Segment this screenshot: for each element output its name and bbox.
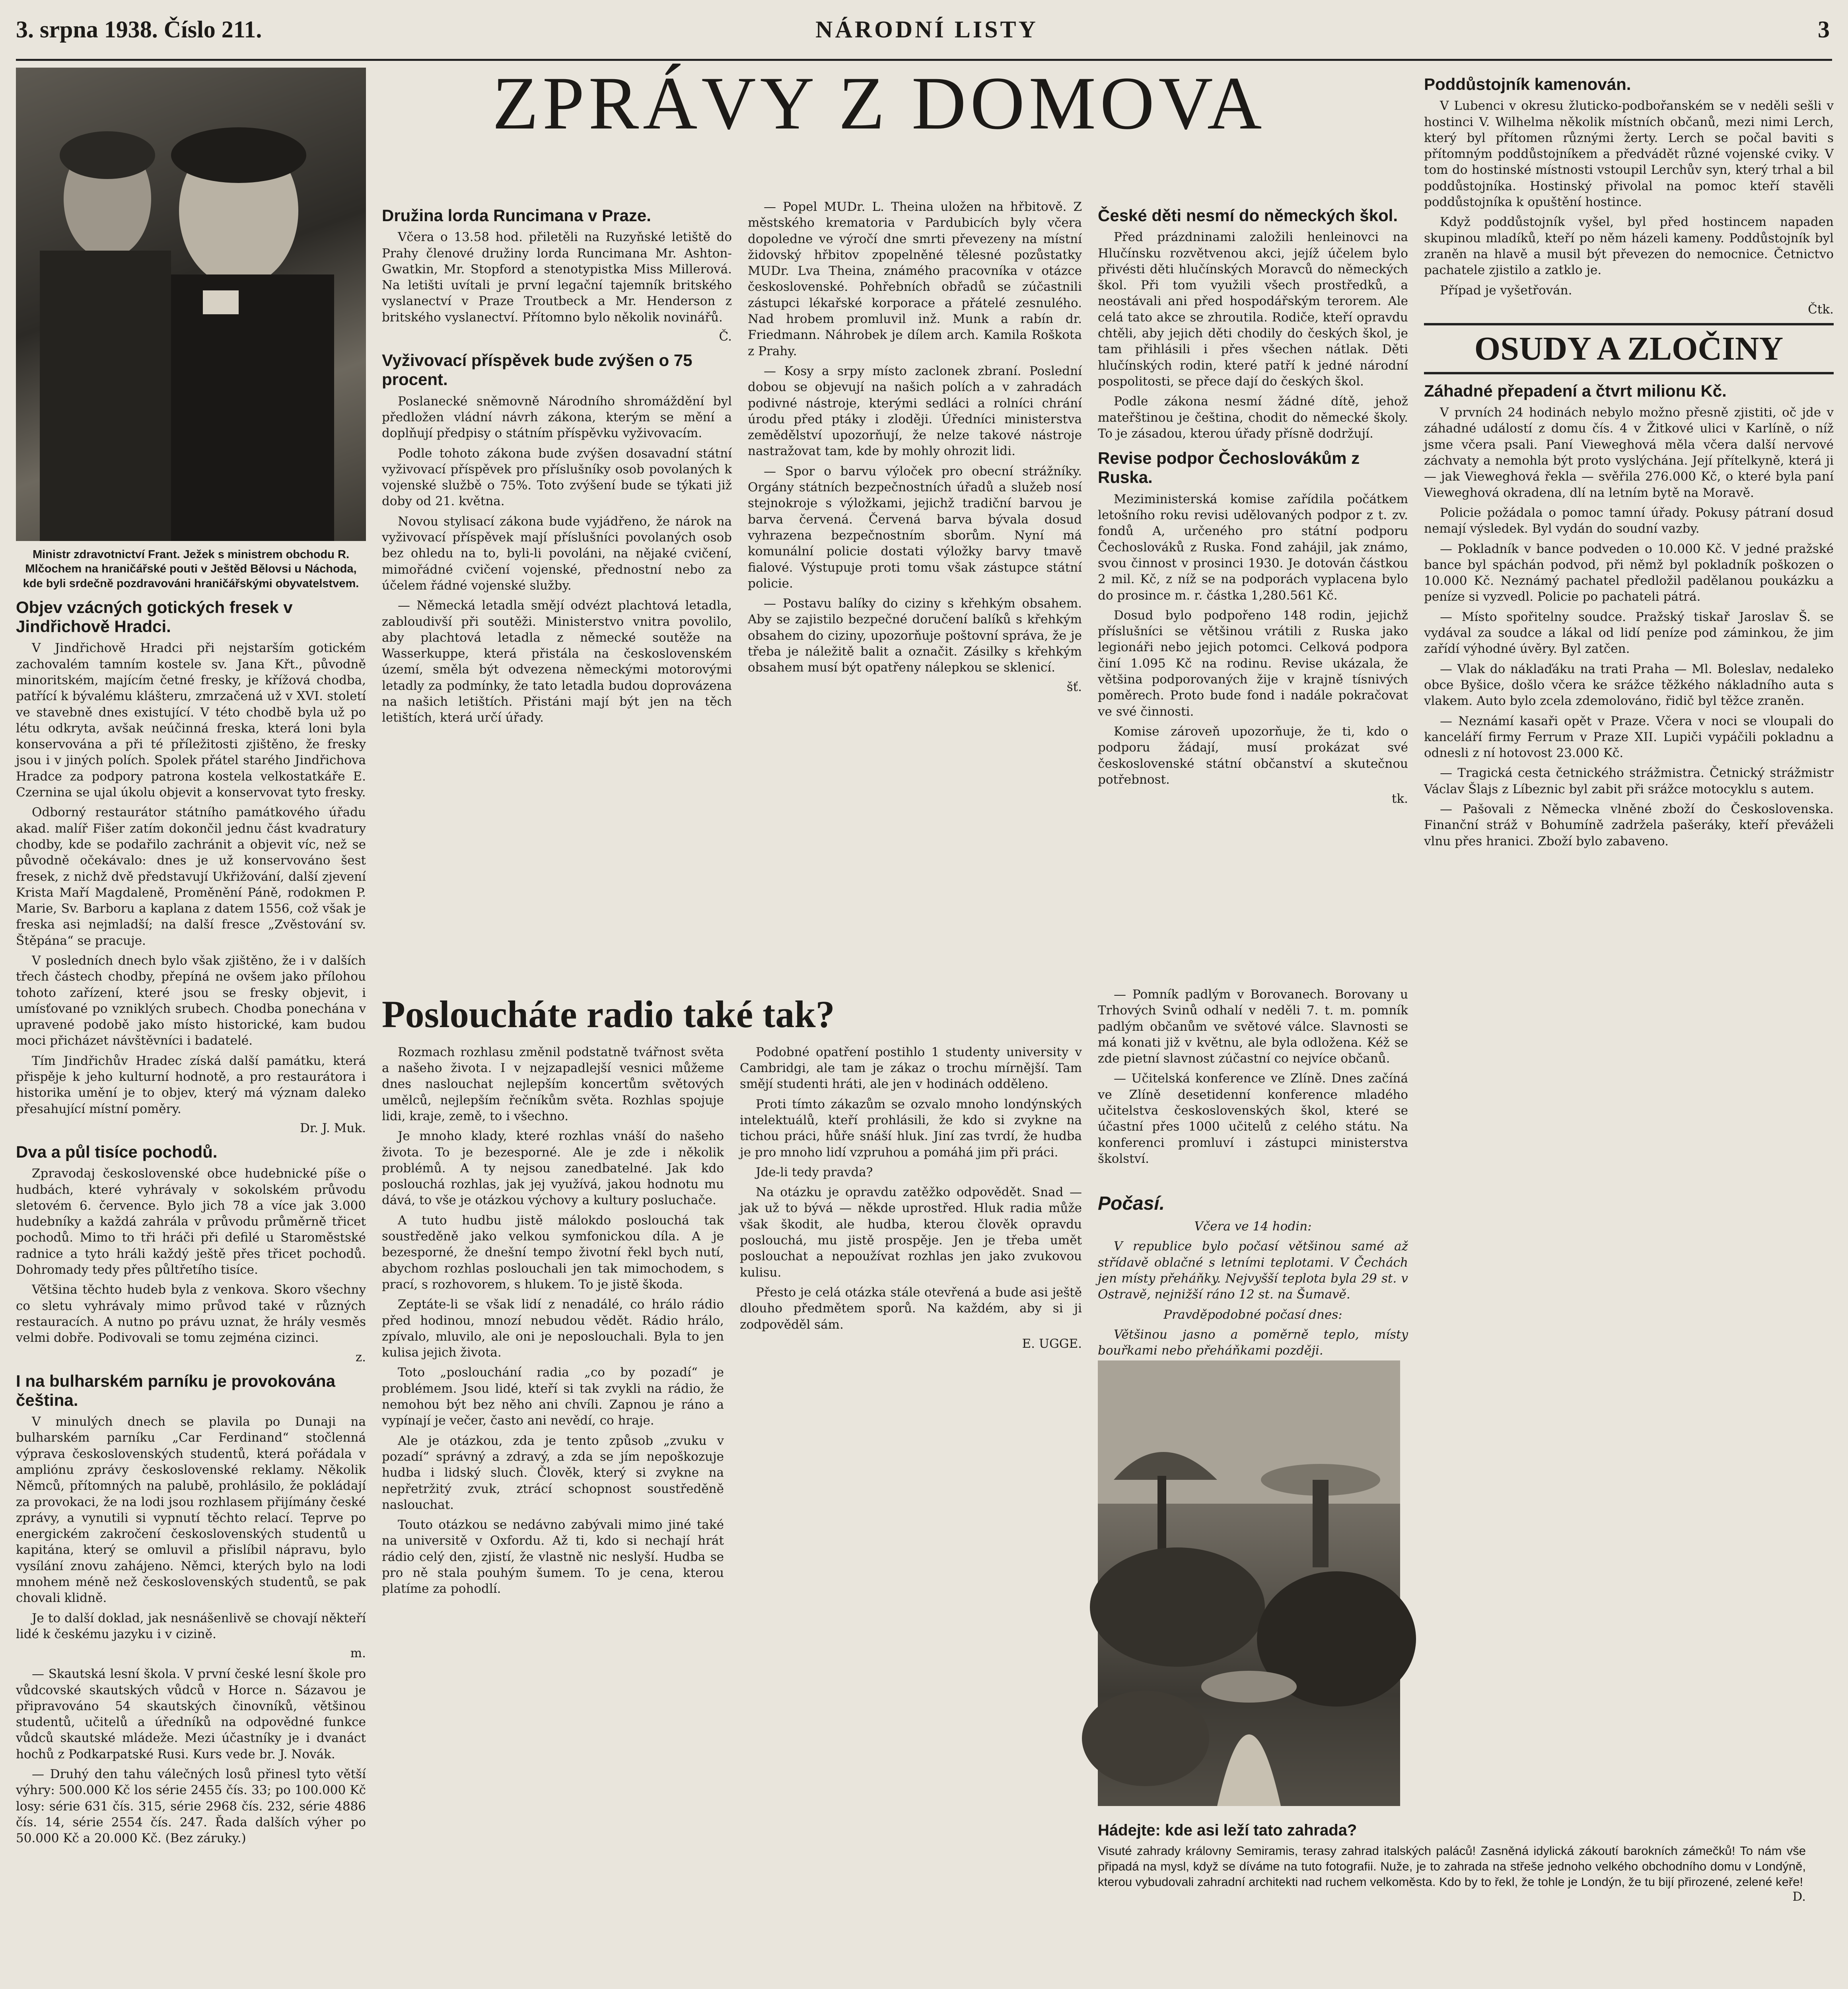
article-paragraph: Je to další doklad, jak nesnášenlivě se chovají někteří lidé k českému jazyku i v cizině. [16, 1611, 366, 1641]
headline-runciman: Družina lorda Runcimana v Praze. [382, 206, 651, 225]
news-item: — Tragická cesta četnického strážmistra. Četnický strážmistr Václav Šlajs z Líbeznic byl zabit při srážce motocyklu s autem. [1424, 766, 1834, 796]
article-signature: šť. [1066, 679, 1082, 694]
article-signature: E. UGGE. [1022, 1336, 1082, 1351]
news-item: — Spor o barvu výloček pro obecní strážníky. Orgány státních bezpečnostních úřadů a služeb nosí stejnokroje s výložkami, jejichž tradiční barvou je barva červená. Červená barva bývala dosud vyhrazena bezpečnostním sborům. Nyní má komunální policie dostati výložky barvy tmavě fialové. Výstupuje proti tomu však zástupce státní policie. [748, 464, 1082, 591]
garden-illustration [1098, 1360, 1400, 1806]
news-item: — Kosy a srpy místo zaclonek zbraní. Poslední dobou se objevují na našich polích a v zahradách podivné nástroje, kterými sedláci a rolníci chrání úrodu před ptáky i zloději. Úředníci ministerstva zemědělství upozorňují, že nelze takové nástroje nastražovat tam, kde by mohly ohrozit lidi. [748, 364, 1082, 459]
article-paragraph: Zpravodaj československé obce hudebnické píše o hudbách, které vyhrávaly v sokolském průvodu sletovém 6. července. Bylo jich 78 a více jak 3.000 hudebníky a každá zahrála v průvodu průměrně třicet pochodů. Mimo to tři hráči při defilé u Staroměstské radnice a tyto hráli každý ještě přes třicet pochodů. Dohromady tedy přes půltřetího tisíce. [16, 1166, 366, 1277]
article-paragraph: Je mnoho klady, které rozhlas vnáší do našeho života. To je bezesporné. Ale je zde i několik problémů. A ty nejsou zanedbatelné. Jak kdo poslouchá rozhlas, jak jej využívá, jakou hodnotu mu dává, to vše je otázkou výchovy a kultury posluchače. [382, 1129, 724, 1208]
article-paragraph: V Jindřichově Hradci při nejstarším gotickém zachovalém tamním kostele sv. Jana Křt., původně minoritském, majícím četné fresky, je křížová chodba, patřící k bývalému klášteru, zmrzačená už v XVI. století ve stavebně dnes existující. V této chodbě byla už po létu odkryta, avšak neúčinná freska, která loni byla konservována a při té příležitosti zjištěno, že fresky jsou i v jiných polích. Spolek přátel starého Jindřichova Hradce za podpory patrona kostela velkostatkáře E. Czernina se ujal úkolu objevit a konservovat tyto fresky. [16, 641, 366, 800]
article-paragraph: Většina těchto hudeb byla z venkova. Skoro všechny co sletu vyhrávaly mimo průvod také v různých restauracích. A nutno po právu uznat, že hrály vesměs velmi dobře. Podivovali se tomu zejména cizinci. [16, 1283, 366, 1345]
masthead: NÁRODNÍ LISTY [815, 16, 1038, 43]
headline-marches: Dva a půl tisíce pochodů. [16, 1142, 218, 1161]
article-paragraph: Podle zákona nesmí žádné dítě, jehož mateřštinou je čeština, chodit do německé školy. To je zásadou, kterou úřady přísně dodržují. [1098, 394, 1408, 441]
article-paragraph: Proti tímto zákazům se ozvalo mnoho londýnských intelektuálů, kteří prohlásili, že kdo si zvykne na tichou práci, hůře snáší hluk. Jiní zas tvrdí, že hudba je pro mnoho lidí vzpruhou a pomáhá jim při práci. [740, 1097, 1082, 1160]
article-signature: Čtk. [1808, 302, 1834, 317]
ministers-photo [16, 68, 366, 541]
headline-bulgarian-ship: I na bulharském parníku je provokována čeština. [16, 1371, 335, 1409]
weather-box [1098, 1185, 1408, 1360]
garden-photo [1098, 1360, 1400, 1806]
article-paragraph: Přesto je celá otázka stále otevřená a bude asi ještě dlouho předmětem sporů. Na každém, aby si ji zodpověděl sám. [740, 1285, 1082, 1332]
headline-nco-stoned: Poddůstojník kamenován. [1424, 75, 1631, 93]
article-signature: z. [355, 1350, 366, 1364]
weather-paragraph: Většinou jasno a poměrně teplo, místy bouřkami nebo přeháňkami později. [1098, 1327, 1408, 1358]
article-paragraph: A tuto hudbu jistě málokdo poslouchá tak soustředěně jako velkou symfonickou díla. A je bezesporné, že dnešní tempo životní řekl bych nutí, abychom rozhlas poslouchali jen tak mimochodem, s prací, s rozhovorem, s hlukem. To je jistě škoda. [382, 1213, 724, 1292]
article-paragraph: V posledních dnech bylo však zjištěno, že i v dalších třech částech chodby, přepíná ne ovšem jako přílohou tohoto zařízení, které jsou se fresky objevit, i umísťované po vzniklých srubech. Chodba ponechána v upravené podobě jako místo historické, kam budou moci přicházet návštěvníci i badatelé. [16, 953, 366, 1048]
garden-caption: Visuté zahrady královny Semiramis, terasy zahrad italských paláců! Zasněná idylická zákoutí barokních zámečků! To nám vše připadá na mysl, když se díváme na tuto fotografii. Nuže, je to zahrada na střeše jednoho velkého obchodního domu v Londýně, kterou vybudovali zahradní architekti nad ruchem velkoměsta. Kdo by to řekl, že tohle je Londýn, že tu bijí přirozené, zelené keře! [1098, 1844, 1806, 1889]
article-paragraph: Tím Jindřichův Hradec získá další památku, která přispěje k jeho kulturní hodnotě, a pro restaurátora i historika umění je to objev, který má význam daleko přesahující místní poměry. [16, 1053, 366, 1116]
headline-garden: Hádejte: kde asi leží tato zahrada? [1098, 1822, 1357, 1839]
headline-mysterious-robbery: Záhadné přepadení a čtvrt milionu Kč. [1424, 381, 1727, 400]
article-paragraph: Touto otázkou se nedávno zabývali mimo jiné také na universitě v Oxfordu. Až ti, kdo si nechají hrát rádio celý den, zjistí, že vlastně nic neslyší. Hudba se pro ně stala pouhým šumem. To je cena, kterou platíme za pohodlí. [382, 1518, 724, 1596]
column-5 [1424, 68, 1834, 1810]
headline-weather: Počasí. [1098, 1193, 1165, 1214]
weather-paragraph: V republice bylo počasí většinou samé až střídavě oblačné s letními teplotami. V Čechách jen místy přeháňky. Nejvyšší teplota byla 29 st. v Ostravě, nejnižší ráno 12 st. na Šumavě. [1098, 1239, 1408, 1302]
article-paragraph: Rozmach rozhlasu změnil podstatně tvářnost světa a našeho života. I v nejzapadlejší vesnici můžeme dnes naslouchat nejlepším koncertům světových umělců, nejlepším řečníkům světa. Rozhlas spojuje lidi, kraje, země, to i všechno. [382, 1045, 724, 1123]
article-signature: m. [350, 1646, 366, 1661]
news-item: — Pokladník v bance podveden o 10.000 Kč. V jedné pražské bance byl spáchán podvod, při němž byl pokladník poškozen o 10.000 Kč. Neznámý pachatel předložil padělanou poukázku a peníze si vyzvedl. Policie po pachateli pátrá. [1424, 541, 1834, 604]
weather-time: Včera ve 14 hodin: [1194, 1219, 1312, 1234]
article-paragraph: Komise zároveň upozorňuje, že ti, kdo o podporu žádají, musí prokázat své československé státní občanství a skutečnou potřebnost. [1098, 724, 1408, 787]
article-paragraph: V Lubenci v okresu žluticko-podbořanském se v neděli sešli v hostinci V. Wilhelma několik místních občanů, mezi nimi Lerch, který byl přítomen různými žerty. Lerch se počal baviti s přítomným poddůstojníkem a předvádět různé vojenské cviky. V tom do hostinské místnosti vstoupil Lerchův syn, který trhal a bil poddůstojníka. Hostinský přivolal na pomoc kteří stavěli poddůstojníka k opuštění hostince. [1424, 99, 1834, 210]
header-rule [16, 59, 1832, 61]
news-item: — Skautská lesní škola. V první české lesní škole pro vůdcovské skautských vůdců v Horce n. Sázavou je připravováno 54 skautských činovníků, většinou studentů, učitelů a úředníků na odpovědné funkce vůdců skautské mládeže. Mezi účastníky je i dvanáct hochů z Podkarpatské Rusi. Kurs vede br. J. Novák. [16, 1667, 366, 1761]
news-item: — Neznámí kasaři opět v Praze. Včera v noci se vloupali do kanceláří firmy Ferrum v Praze XII. Lupiči vypáčili pokladnu a odnesli z ní hotovost 23.000 Kč. [1424, 714, 1834, 761]
news-item: — Pomník padlým v Borovanech. Borovany u Trhových Svinů odhalí v neděli 7. t. m. pomník padlým občanům ve světové válce. Slavnosti se má konati již v květnu, ale byla odložena. Kéž se zde pietní slavnost zúčastní co nejvíce občanů. [1098, 987, 1408, 1066]
article-paragraph: V minulých dnech se plavila po Dunaji na bulharském parníku „Car Ferdinand“ stočlenná výprava československých studentů, která pořádala v ampliónu zprávy československé reklamy. Několik Němců, přítomných na palubě, prohlásilo, že pokládají za provokaci, že na lodi jsou rozhlasem přijímány české zprávy, a vynutili si vypnutí těchto relací. Teprve po energickém zakročení československých studentů u kapitána, který se omluvil a přislíbil nápravu, bylo vysílání znovu zahájeno. Němci, kterých bylo na lodi mnohem méně než československých studentů, se pak chovali klidně. [16, 1415, 366, 1606]
article-paragraph: Zeptáte-li se však lidí z nenadálé, co hrálo rádio před hodinou, mnozí nebudou vědět. Rádio hrálo, zpívalo, mluvilo, ale oni je neposlouchali. Byla to jen kulisa jejich života. [382, 1297, 724, 1360]
article-paragraph: Odborný restaurátor státního památkového úřadu akad. malíř Fišer zatím dokončil jednu část kvadratury chodby, kde se podařilo zachránit a objevit víc, než se původně očekávalo: dnes je už konservováno šest fresek, z nichž dvě představují Ukřižování, další zjevení Krista Maří Magdaleně, Proměnění Páně, rodokmen P. Marie, Sv. Barboru a kaplana z datem 1556, což však je freska asi nejmladší; na další fresce „Zvěstování sv. Štěpána“ se pracuje. [16, 805, 366, 948]
column-3 [748, 199, 1082, 987]
headline-radio: Posloucháte radio také tak? [382, 993, 835, 1035]
section-title: ZPRÁVY Z DOMOVA [492, 62, 1266, 145]
article-paragraph: Toto „poslouchání radia „co by pozadí“ je problémem. Jsou lidé, kteří si tak zvykli na rádio, že nemohou být bez něho ani chvíli. Zapnou je ráno a vypínají je večer, často ani nevědí, co hraje. [382, 1365, 724, 1428]
radio-article [382, 987, 1082, 1989]
weather-forecast-label: Pravděpodobné počasí dnes: [1163, 1307, 1342, 1322]
article-paragraph: Dosud bylo podpořeno 148 rodin, jejichž příslušníci se většinou vrátili z Ruska jako legionáři nebo jejich potomci. Celková podpora činí 1.095 Kč na rodinu. Revise ukázala, že většina podporovaných žije v krajně tísnivých poměrech. Proto bude fond i nadále pokračovat ve své činnosti. [1098, 608, 1408, 719]
article-paragraph: Včera o 13.58 hod. přiletěli na Ruzyňské letiště do Prahy členové družiny lorda Runcimana Mr. Ashton-Gwatkin, Mr. Stopford a stenotypistka Miss Millerová. Na letišti uvítali je první legační tajemník britského vyslanectví v Praze Troutbeck a Mr. Henderson z britského vyslanectví. Přítomno bylo několik novinářů. [382, 230, 732, 325]
news-item: — Druhý den tahu válečných losů přinesl tyto větší výhry: 500.000 Kč los série 2455 čís. 33; po 100.000 Kč losy: série 631 čís. 315, série 2968 čís. 232, série 4886 čís. 14, série 2554 čís. 247. Řada dalších výher po 50.000 Kč a 20.000 Kč. (Bez záruky.) [16, 1767, 366, 1846]
article-paragraph: Policie požádala o pomoc tamní úřady. Pokusy pátraní dosud nemají výsledek. Byl vydán do soudní vazby. [1424, 505, 1834, 536]
article-paragraph: Novou stylisací zákona bude vyjádřeno, že nárok na vyživovací příspěvek mají příslušníci povolaných osob bez ohledu na to, byli-li povoláni, na nějaké cvičení, mimořádné cvičení vojenské, přednostní nebo za účelem řádné vojenské služby. [382, 514, 732, 593]
news-item: — Místo spořitelny soudce. Pražský tiskař Jaroslav Š. se vydával za soudce a lákal od lidí peníze pod záminkou, že jim zařídí výhodné úvěry. Byl zatčen. [1424, 609, 1834, 656]
article-paragraph: Na otázku je opravdu zatěžko odpovědět. Snad — jak už to bývá — někde uprostřed. Hluk radia může však škodit, ale hudba, kterou člověk opravdu poslouchá, mu jistě prospěje. Jen je třeba umět poslouchat a nepoužívat rozhlas jen jako zvukovou kulisu. [740, 1185, 1082, 1280]
crime-section-title: OSUDY A ZLOČINY [1424, 323, 1834, 374]
news-item: — Vlak do náklaďáku na trati Praha — Ml. Boleslav, nedaleko obce Byšice, došlo včera ke srážce těžkého nákladního auta s vlakem. Auto bylo zcela zdemolováno, řidič byl těžce zraněn. [1424, 662, 1834, 708]
column-1 [16, 68, 366, 1989]
article-paragraph: Jde-li tedy pravda? [756, 1165, 873, 1179]
headline-gothic-frescoes: Objev vzácných gotických fresek v Jindřichově Hradci. [16, 597, 293, 636]
caption-signature: D. [1792, 1890, 1806, 1904]
article-signature: tk. [1391, 792, 1408, 806]
news-item: — Německá letadla smějí odvézt plachtová letadla, zabloudivší při soutěži. Ministerstvo vnitra povolilo, aby plachtová letadla z německé soutěže na Wasserkuppe, která přistála na československém území, směla být odvezena německými motorovými letadly za podmínky, že tato letadla budou doprovázena na našich letištích. Přistáni mají být jen na těch letištích, která určí úřady. [382, 598, 732, 725]
headline-revision-support: Revise podpor Čechoslovákům z Ruska. [1098, 449, 1360, 487]
article-paragraph: Ale je otázkou, zda je tento způsob „zvuku v pozadí“ správný a zdravý, a zda se jím nepoškozuje hudba i lidský sluch. Člověk, který si zvykne na nepřetržitý zvuk, ztrácí schopnost soustředěně naslouchat. [382, 1433, 724, 1512]
article-paragraph: Podle tohoto zákona bude zvýšen dosavadní státní vyživovací příspěvek pro příslušníky osob povolaných k vojenské službě o 75%. Toto zvýšení bude se týkati již doby od 21. května. [382, 446, 732, 509]
page-number: 3 [1818, 16, 1830, 43]
article-paragraph: Když poddůstojník vyšel, byl před hostincem napaden skupinou mladíků, kteří po něm házeli kameny. Poddůstojník byl zraněn na hlavě a musil být převezen do nemocnice. Četnictvo pachatele zjistilo a zatklo je. [1424, 215, 1834, 278]
news-item: — Pašovali z Německa vlněné zboží do Československa. Finanční stráž v Bohumíně zadržela pašeráky, kteří převáželi vlnu přes hranici. Zboží bylo zabaveno. [1424, 802, 1834, 849]
article-paragraph: Podobné opatření postihlo 1 studenty university v Cambridgi, ale tam je zákaz o trochu mírnější. Tam smějí studenti hráti, ale jen v hodinách odděleno. [740, 1045, 1082, 1092]
article-signature: Č. [719, 329, 732, 344]
article-paragraph: Poslanecké sněmovně Národního shromáždění byl předložen vládní návrh zákona, kterým se mění a doplňují předpisy o státním příspěvku vyživovacím. [382, 394, 732, 441]
article-paragraph: V prvních 24 hodinách nebylo možno přesně zjistiti, oč jde v záhadné událostí z domu čís. 4 v Žitkové ulici v Karlíně, o níž jsme včera psali. Paní Vieweghová měla včera další nervové záchvaty a nemohla být proto vyslýchána. Její přítelkyně, která ji — jak Vieweghová řekla — svěřila 276.000 Kč, o které byla paní Vieweghová okradena, dlí na letním bytě na Moravě. [1424, 405, 1834, 500]
issue-date: 3. srpna 1938. Číslo 211. [16, 16, 262, 43]
news-item: — Popel MUDr. L. Theina uložen na hřbitově. Z městského krematoria v Pardubicích byly včera dopoledne ve výročí dne smrti převezeny na místní židovský hřbitov zpopelněné tělesné pozůstatky MUDr. Lva Theina, známého pracovníka v otázce československé. Pohřebních obřadů se zúčastnili zástupci lékařské korporace a přátelé zesnulého. Nad hrobem promluvil inž. Munk a rabín dr. Friedmann. Náhrobek je dílem arch. Kamila Roškota z Prahy. [748, 200, 1082, 358]
ministers-photo-caption: Ministr zdravotnictví Frant. Ježek s ministrem obchodu R. Mlčochem na hraničářské pouti v Ještěd Bělovsi u Náchoda, kde byli srdečně pozdravováni hraničářskými obyvatelstvem. [23, 548, 359, 590]
news-item: — Učitelská konference ve Zlíně. Dnes začíná ve Zlíně desetidenní konference mladého učitelstva československých škol, které se účastní přes 1000 učitelů z celého státu. Na konferenci promluví i zástupci ministerstva školství. [1098, 1071, 1408, 1166]
article-paragraph: Před prázdninami založili henleinovci na Hlučínsku rozvětvenou akci, jejíž účelem bylo přivésti děti hlučínských Moravců do německých škol. Při tom využili všech prostředků, a neostávali ani před hospodářským terorem. Ale celá tato akce se zhroutila. Rodiče, kteří opravdu chtěli, aby jejich děti chodily do českých škol, je tam přihlásili i přes všechen nátlak. Děti hlučínských rodin, které patří k jedné národní pospolitosti, se přece dají do českých škol. [1098, 230, 1408, 389]
column-4-lower [1098, 987, 1408, 1177]
garden-caption-block [1098, 1814, 1806, 1989]
news-item: — Postavu balíky do ciziny s křehkým obsahem. Aby se zajistilo bezpečné doručení balíků s křehkým obsahem do ciziny, upozorňuje poštovní správa, že je třeba je náležitě balit a označit. Zásilky s křehkým obsahem musí být opatřeny nálepkou se sklenicí. [748, 596, 1082, 675]
headline-czech-children: České děti nesmí do německých škol. [1098, 206, 1398, 225]
ministers-illustration [16, 68, 366, 541]
article-paragraph: Meziministerská komise zařídila počátkem letošního roku revisi udělovaných podpor z t. zv. fondů A, určeného pro státní podporu Čechoslováků z Ruska. Fond zahájil, jak známo, svou činnost v prosinci 1930. Je dotován částkou 2 mil. Kč, z níž se na podporách vyplacena bylo do prosince m. r. částka 1,280.561 Kč. [1098, 492, 1408, 603]
article-paragraph: Případ je vyšetřován. [1440, 283, 1572, 298]
article-signature: Dr. J. Muk. [300, 1121, 366, 1135]
headline-allowance: Vyživovací příspěvek bude zvýšen o 75 procent. [382, 351, 693, 389]
